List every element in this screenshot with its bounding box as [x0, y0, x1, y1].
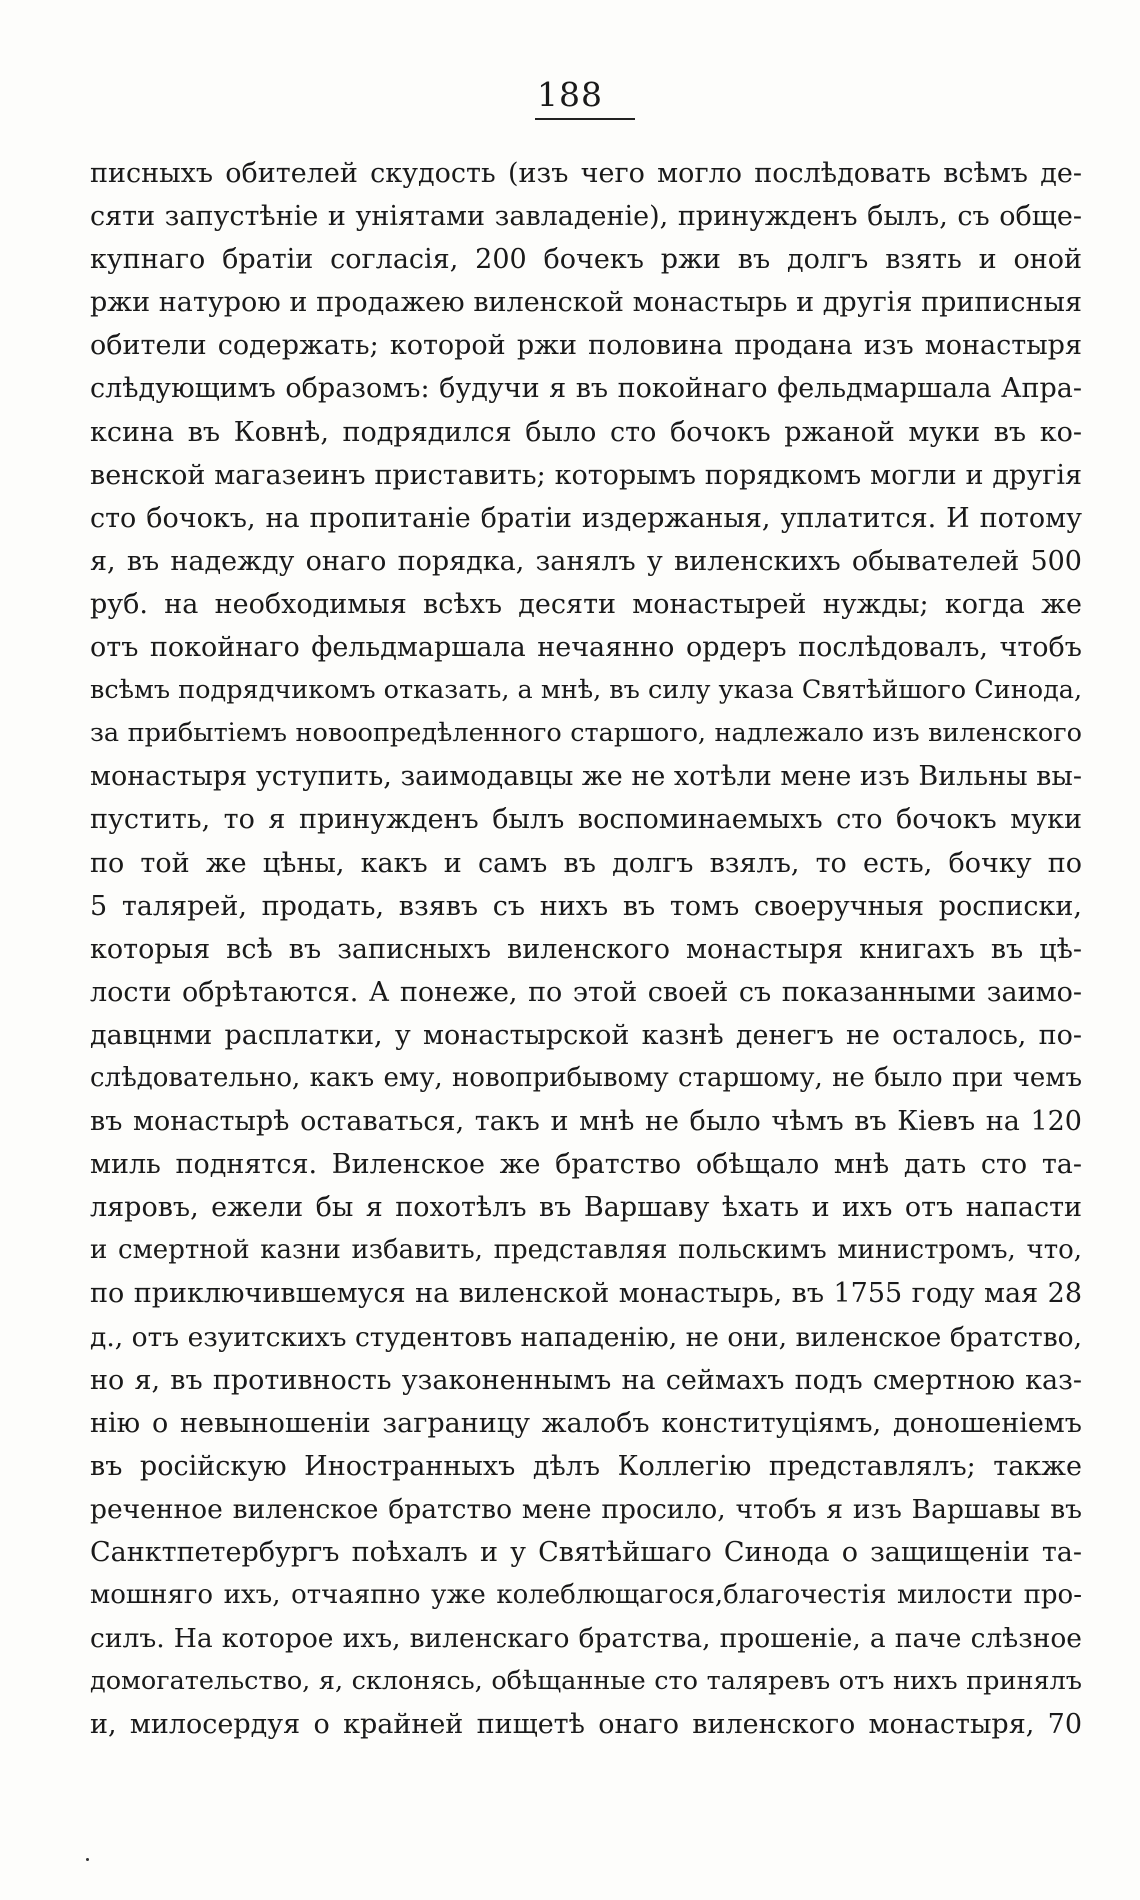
text-line: и, милосердуя о крайней пищетѣ онаго виленского монастыря, 70: [90, 1709, 1082, 1741]
text-line: сяти запустѣніе и уніятами завладеніе), принужденъ былъ, съ обще-: [90, 201, 1082, 233]
text-line: миль поднятся. Виленское же братство обѣщало мнѣ дать сто та-: [90, 1149, 1082, 1181]
text-line: но я, въ противность узаконеннымъ на сеймахъ подъ смертною каз-: [90, 1364, 1082, 1396]
text-line: ржи натурою и продажею виленской монастырь и другія приписныя: [90, 287, 1082, 319]
text-line: венской магазеинъ приставить; которымъ порядкомъ могли и другія: [90, 459, 1082, 491]
text-line: пустить, то я принужденъ былъ воспоминаемыхъ сто бочокъ муки: [90, 804, 1082, 836]
text-line: ксина въ Ковнѣ, подрядился было сто бочокъ ржаной муки въ ко-: [90, 416, 1082, 448]
text-line: по той же цѣны, какъ и самъ въ долгъ взялъ, то есть, бочку по: [90, 847, 1082, 879]
text-line: давцнми расплатки, у монастырской казнѣ денегъ не осталось, по-: [90, 1019, 1082, 1051]
text-line: за прибытіемъ новоопредѣленного старшого, надлежало изъ виленского: [90, 718, 1082, 749]
text-line: и смертной казни избавить, представляя польскимъ министромъ, что,: [90, 1235, 1082, 1266]
text-line: Санктпетербургъ поѣхалъ и у Святѣйшаго Синода о защищеніи та-: [90, 1537, 1082, 1568]
text-line: лости обрѣтаются. А понеже, по этой своей съ показанными заимо-: [90, 976, 1082, 1008]
text-line: нію о невыношеніи заграницу жалобъ конституціямъ, доношеніемъ: [90, 1407, 1082, 1439]
text-line: домогательство, я, склонясь, обѣщанные сто таляревъ отъ нихъ принялъ: [90, 1666, 1082, 1697]
text-line: д., отъ езуитскихъ студентовъ нападенію, не они, виленское братство,: [90, 1321, 1082, 1353]
text-line: всѣмъ подрядчикомъ отказать, а мнѣ, въ силу указа Святѣйшого Синода,: [90, 675, 1083, 706]
text-line: которыя всѣ въ записныхъ виленского монастыря книгахъ въ цѣ-: [90, 933, 1082, 965]
page-number-underline: [535, 118, 635, 120]
text-line: въ монастырѣ оставаться, такъ и мнѣ не было чѣмъ въ Кіевъ на 120: [90, 1106, 1082, 1138]
text-line: ляровъ, ежели бы я похотѣлъ въ Варшаву ѣхать и ихъ отъ напасти: [90, 1192, 1082, 1224]
body-text: [90, 152, 1082, 1746]
print-speck: [86, 1858, 89, 1861]
text-line: 5 талярей, продать, взявъ съ нихъ въ томъ своеручныя росписки,: [90, 890, 1082, 922]
text-line: писныхъ обителей скудость (изъ чего могло послѣдовать всѣмъ де-: [90, 158, 1082, 189]
text-line: силъ. На которое ихъ, виленскаго братства, прошеніе, а паче слѣзное: [90, 1623, 1082, 1655]
text-line: въ російскую Иностранныхъ дѣлъ Коллегію представлялъ; также: [90, 1450, 1082, 1482]
text-line: руб. на необходимыя всѣхъ десяти монастырей нужды; когда же: [90, 588, 1082, 620]
text-line: я, въ надежду онаго порядка, занялъ у виленскихъ обывателей 500: [90, 545, 1082, 577]
text-line: слѣдующимъ образомъ: будучи я въ покойнаго фельдмаршала Апра-: [90, 373, 1082, 405]
text-line: сто бочокъ, на пропитаніе братіи издержаныя, уплатится. И потому: [90, 502, 1082, 534]
text-line: мошняго ихъ, отчаяпно уже колеблющагося,благочестія милости про-: [90, 1580, 1082, 1611]
text-line: обители содержать; которой ржи половина продана изъ монастыря: [90, 330, 1082, 362]
text-line: реченное виленское братство мене просило, чтобъ я изъ Варшавы въ: [90, 1493, 1082, 1525]
text-line: по приключившемуся на виленской монастырь, въ 1755 году мая 28: [90, 1278, 1082, 1310]
page-number: 188: [537, 75, 603, 114]
text-line: купнаго братіи согласія, 200 бочекъ ржи въ долгъ взять и оной: [90, 244, 1082, 276]
text-line: монастыря уступить, заимодавцы же не хотѣли мене изъ Вильны вы-: [90, 761, 1082, 793]
text-line: отъ покойнаго фельдмаршала нечаянно ордеръ послѣдовалъ, чтобъ: [90, 632, 1082, 664]
text-line: слѣдовательно, какъ ему, новоприбывому старшому, не было при чемъ: [90, 1062, 1082, 1093]
